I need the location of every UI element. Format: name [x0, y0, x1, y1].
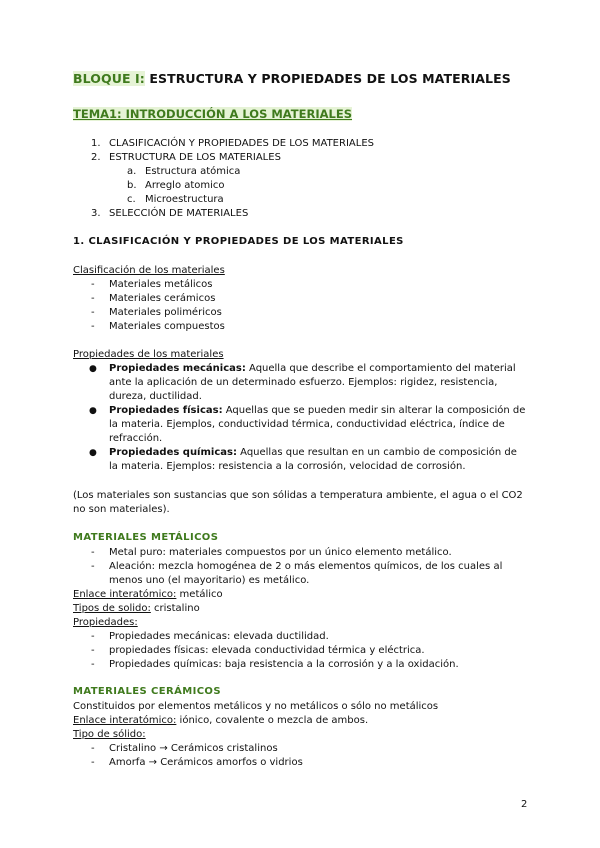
- prop-mecanicas-desc: Aquella que describe el comportamiento del material: [245, 363, 516, 374]
- metal-enlace-value: metálico: [176, 589, 223, 600]
- note-line2: no son materiales).: [73, 504, 170, 515]
- bullet-icon: ●: [89, 406, 97, 416]
- clasificacion-item: Materiales poliméricos: [109, 307, 222, 318]
- dash-marker: -: [91, 321, 95, 332]
- clasificacion-item: Materiales cerámicos: [109, 293, 216, 304]
- metal-enlace: [73, 588, 223, 602]
- ceramicos-tipo-item: Amorfa → Cerámicos amorfos o vidrios: [109, 757, 303, 768]
- section-1-heading: 1. CLASIFICACIÓN Y PROPIEDADES DE LOS MATERIALES: [73, 236, 404, 247]
- page-number: 2: [521, 799, 528, 810]
- prop-fisicas-line2: la materia. Ejemplos, conductividad térmica, conductividad eléctrica, índice de: [109, 419, 505, 430]
- dash-marker: -: [91, 547, 95, 558]
- toc-num-2: 2.: [91, 152, 101, 163]
- metal-tipos: [73, 602, 200, 616]
- metal-prop-item: Propiedades químicas: baja resistencia a la corrosión y a la oxidación.: [109, 659, 459, 670]
- ceramicos-heading: MATERIALES CERÁMICOS: [73, 686, 221, 697]
- dash-marker: -: [91, 659, 95, 670]
- metalicos-heading: MATERIALES METÁLICOS: [73, 532, 219, 543]
- prop-quimicas-line2: la materia. Ejemplos: resistencia a la corrosión, velocidad de corrosión.: [109, 461, 466, 472]
- ceramicos-desc: Constituidos por elementos metálicos y no metálicos o sólo no metálicos: [73, 701, 439, 712]
- toc-sub-item-b: Arreglo atomico: [145, 180, 225, 191]
- dash-marker: -: [91, 561, 95, 572]
- toc-num-3: 3.: [91, 208, 101, 219]
- ceramicos-tipo-label: Tipo de sólido:: [73, 729, 146, 740]
- prop-fisicas-line1: [109, 404, 525, 418]
- dash-marker: -: [91, 757, 95, 768]
- dash-marker: -: [91, 645, 95, 656]
- toc-sub-num-a: a.: [127, 166, 137, 177]
- ceramicos-enlace: [73, 714, 368, 728]
- note-line1: (Los materiales son sustancias que son sólidas a temperatura ambiente, el agua o el CO2: [73, 490, 523, 501]
- clasificacion-item: Materiales compuestos: [109, 321, 225, 332]
- dash-marker: -: [91, 743, 95, 754]
- bloque-title: [73, 71, 511, 86]
- prop-quimicas-desc: Aquellas que resultan en un cambio de composición de: [236, 447, 517, 458]
- toc-item-1: CLASIFICACIÓN Y PROPIEDADES DE LOS MATERIALES: [109, 138, 374, 149]
- toc-sub-item-a: Estructura atómica: [145, 166, 241, 177]
- toc-item-2: ESTRUCTURA DE LOS MATERIALES: [109, 152, 281, 163]
- bloque-prefix: BLOQUE I:: [73, 71, 145, 86]
- ceramicos-tipo-item: Cristalino → Cerámicos cristalinos: [109, 743, 278, 754]
- toc-sub-item-c: Microestructura: [145, 194, 224, 205]
- metal-enlace-label: Enlace interatómico:: [73, 589, 177, 600]
- dash-marker: -: [91, 293, 95, 304]
- bloque-text: ESTRUCTURA Y PROPIEDADES DE LOS MATERIALES: [149, 71, 511, 86]
- clasificacion-heading: Clasificación de los materiales: [73, 265, 225, 276]
- ceramicos-enlace-value: iónico, covalente o mezcla de ambos.: [176, 715, 369, 726]
- prop-quimicas-term: Propiedades químicas:: [109, 447, 237, 458]
- toc-sub-num-c: c.: [127, 194, 136, 205]
- aleacion-line2: menos uno (el mayoritario) es metálico.: [109, 575, 310, 586]
- prop-fisicas-term: Propiedades físicas:: [109, 405, 223, 416]
- prop-quimicas-line1: [109, 446, 517, 460]
- tema-title: TEMA1: INTRODUCCIÓN A LOS MATERIALES: [73, 107, 353, 121]
- prop-fisicas-line3: refracción.: [109, 433, 163, 444]
- prop-mecanicas-line3: dureza, ductilidad.: [109, 391, 202, 402]
- prop-mecanicas-line1: [109, 362, 516, 376]
- metal-prop-item: Propiedades mecánicas: elevada ductilidad.: [109, 631, 329, 642]
- dash-marker: -: [91, 307, 95, 318]
- metal-tipos-label: Tipos de solido:: [73, 603, 151, 614]
- bullet-icon: ●: [89, 364, 97, 374]
- toc-num-1: 1.: [91, 138, 101, 149]
- propiedades-heading: Propiedades de los materiales: [73, 349, 224, 360]
- metal-tipos-value: cristalino: [150, 603, 200, 614]
- dash-marker: -: [91, 631, 95, 642]
- prop-fisicas-desc: Aquellas que se pueden medir sin alterar la composición de: [222, 405, 526, 416]
- dash-marker: -: [91, 279, 95, 290]
- metal-props-label: Propiedades:: [73, 617, 138, 628]
- prop-mecanicas-term: Propiedades mecánicas:: [109, 363, 246, 374]
- aleacion-line1: Aleación: mezcla homogénea de 2 o más elementos químicos, de los cuales al: [109, 561, 503, 572]
- bullet-icon: ●: [89, 448, 97, 458]
- ceramicos-enlace-label: Enlace interatómico:: [73, 715, 177, 726]
- prop-mecanicas-line2: ante la aplicación de un determinado esfuerzo. Ejemplos: rigidez, resistencia,: [109, 377, 498, 388]
- toc-item-3: SELECCIÓN DE MATERIALES: [109, 208, 249, 219]
- metal-puro-text: Metal puro: materiales compuestos por un único elemento metálico.: [109, 547, 452, 558]
- metal-prop-item: propiedades físicas: elevada conductividad térmica y eléctrica.: [109, 645, 425, 656]
- toc-sub-num-b: b.: [127, 180, 137, 191]
- clasificacion-item: Materiales metálicos: [109, 279, 213, 290]
